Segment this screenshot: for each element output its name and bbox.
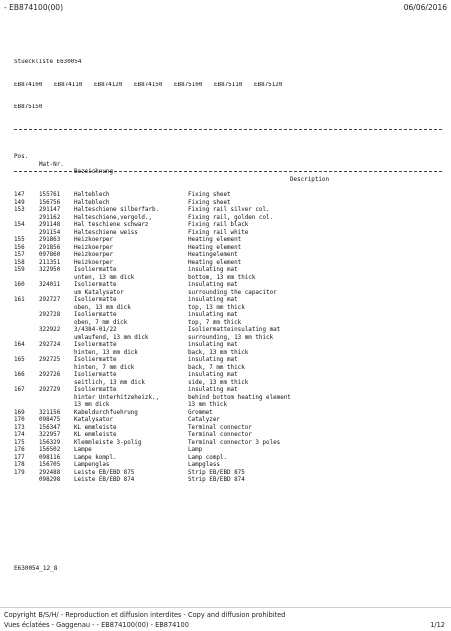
designation-cell: Heizkoerper bbox=[74, 252, 114, 258]
designation-cell: Halteschiene silberfarb. bbox=[74, 207, 160, 213]
description-cell: 13 mm thick bbox=[188, 402, 228, 408]
designation-cell: Isoliermatte bbox=[74, 372, 117, 378]
designation-cell: Lampe kompl. bbox=[74, 454, 117, 461]
table-row bbox=[14, 350, 444, 358]
model-code: EB874150 bbox=[134, 81, 163, 88]
designation-cell: Hal teschiene schwarz bbox=[74, 222, 149, 228]
material-number-cell: 291856 bbox=[39, 244, 61, 251]
table-row bbox=[14, 455, 444, 463]
designation-cell: Leiste EB/EBD 875 bbox=[74, 469, 135, 476]
material-number-cell: 291147 bbox=[39, 207, 61, 213]
table-row bbox=[14, 447, 444, 455]
description-cell: bottom, 13 mm thick bbox=[188, 274, 256, 281]
position-cell bbox=[14, 402, 39, 410]
position-cell bbox=[14, 290, 39, 298]
material-number-cell: 322950 bbox=[39, 267, 61, 273]
position-cell: 165 bbox=[14, 357, 25, 363]
description-cell: Lampglass bbox=[188, 462, 220, 468]
designation-cell: Leiste EB/EBD 874 bbox=[74, 477, 135, 483]
material-number-cell: 322922 bbox=[39, 327, 61, 333]
designation-cell: oben, 7 mm dick bbox=[74, 319, 128, 326]
material-number-cell: 292727 bbox=[39, 297, 61, 303]
designation-cell: Halteblech bbox=[74, 199, 110, 206]
description-cell: back, 7 mm thick bbox=[188, 364, 245, 371]
header-left: - EB874100(00) bbox=[4, 3, 64, 12]
description-cell: Fixing rail, golden col. bbox=[188, 214, 274, 221]
designation-cell: seitlich, 13 mm dick bbox=[74, 379, 145, 386]
table-row bbox=[14, 417, 444, 425]
position-cell: 155 bbox=[14, 237, 25, 243]
model-list bbox=[14, 82, 444, 90]
material-number-cell: 321156 bbox=[39, 409, 61, 416]
designation-cell: Katalysator bbox=[74, 417, 114, 423]
designation-cell: Isoliermatte bbox=[74, 297, 117, 303]
description-cell: Terminal connector bbox=[188, 432, 252, 438]
designation-cell: oben, 13 mm dick bbox=[74, 304, 131, 311]
table-row bbox=[14, 267, 444, 275]
description-cell: Fixing rail white bbox=[188, 229, 249, 236]
table-row bbox=[14, 312, 444, 320]
designation-cell: Heizkoerper bbox=[74, 244, 114, 251]
designation-cell: Isoliermatte bbox=[74, 387, 117, 393]
table-row bbox=[14, 387, 444, 395]
description-cell: Catalyzer bbox=[188, 417, 220, 423]
material-number-cell: 097860 bbox=[39, 252, 61, 258]
copyright-text: Copyright B/S/H/ - Reproduction et diffusion interdites - Copy and diffusion prohibited bbox=[4, 611, 286, 619]
description-cell: insulating mat bbox=[188, 282, 238, 288]
material-number-cell: 292724 bbox=[39, 342, 61, 348]
position-cell: 147 bbox=[14, 192, 25, 198]
parts-table bbox=[14, 192, 444, 485]
designation-cell: Isoliermatte bbox=[74, 312, 117, 318]
model-code: EB875100 bbox=[174, 81, 203, 88]
designation-cell: hinten, 13 mm dick bbox=[74, 349, 138, 356]
position-cell bbox=[14, 380, 39, 388]
column-header bbox=[14, 147, 444, 183]
breadcrumb: Vues éclatées - Gaggenau - - EB874100(00) - EB874100 bbox=[4, 621, 189, 629]
table-row bbox=[14, 440, 444, 448]
material-number-cell bbox=[39, 350, 74, 358]
col-bez: Bezeichnung bbox=[74, 169, 114, 175]
material-number-cell: 098298 bbox=[39, 477, 61, 483]
description-cell: Fixing sheet bbox=[188, 199, 231, 206]
designation-cell: hinter Unterhitzeheizk., bbox=[74, 394, 160, 401]
model-code: EB874110 bbox=[54, 81, 83, 88]
table-row bbox=[14, 305, 444, 313]
material-number-cell: 324011 bbox=[39, 282, 61, 288]
col-desc: Description bbox=[290, 176, 330, 183]
position-cell: 170 bbox=[14, 417, 25, 423]
description-cell: insulating mat bbox=[188, 387, 238, 393]
position-cell: 174 bbox=[14, 432, 25, 438]
description-cell: Lamp compl. bbox=[188, 454, 228, 461]
material-number-cell: 156705 bbox=[39, 462, 61, 468]
position-cell: 154 bbox=[14, 222, 25, 228]
position-cell bbox=[14, 275, 39, 283]
table-row bbox=[14, 290, 444, 298]
description-cell: insulating mat bbox=[188, 357, 238, 363]
description-cell: Strip EB/EBD 874 bbox=[188, 477, 245, 483]
model-code: EB875120 bbox=[254, 81, 283, 88]
position-cell: 161 bbox=[14, 297, 25, 303]
designation-cell: KL emmleiste bbox=[74, 432, 117, 438]
table-row bbox=[14, 365, 444, 373]
description-cell: top, 7 mm thick bbox=[188, 319, 242, 326]
designation-cell: Heizkoerper bbox=[74, 259, 114, 266]
material-number-cell: 292725 bbox=[39, 357, 61, 363]
drawing-code: E630054_12_8 bbox=[14, 565, 58, 572]
position-cell: 167 bbox=[14, 387, 25, 393]
position-cell: 173 bbox=[14, 424, 25, 431]
position-cell bbox=[14, 215, 39, 223]
table-row bbox=[14, 222, 444, 230]
description-cell: insulating mat bbox=[188, 372, 238, 378]
material-number-cell bbox=[39, 380, 74, 388]
material-number-cell: 098475 bbox=[39, 417, 61, 423]
table-row bbox=[14, 282, 444, 290]
description-cell: surrounding the capacitor bbox=[188, 289, 277, 296]
material-number-cell: 292726 bbox=[39, 372, 61, 378]
table-row bbox=[14, 342, 444, 350]
table-row bbox=[14, 462, 444, 470]
position-cell: 175 bbox=[14, 439, 25, 446]
position-cell bbox=[14, 477, 39, 485]
table-row bbox=[14, 357, 444, 365]
description-cell: insulating mat bbox=[188, 267, 238, 273]
designation-cell: Isoliermatte bbox=[74, 357, 117, 363]
table-row bbox=[14, 230, 444, 238]
table-row bbox=[14, 470, 444, 478]
description-cell: Terminal connector 3 poles bbox=[188, 439, 281, 446]
table-row bbox=[14, 320, 444, 328]
position-cell bbox=[14, 350, 39, 358]
model-code: EB874100 bbox=[14, 81, 43, 88]
position-cell bbox=[14, 305, 39, 313]
position-cell bbox=[14, 320, 39, 328]
position-cell: 153 bbox=[14, 207, 25, 213]
table-row bbox=[14, 200, 444, 208]
parts-list bbox=[14, 44, 444, 492]
table-row bbox=[14, 335, 444, 343]
table-row bbox=[14, 410, 444, 418]
material-number-cell bbox=[39, 365, 74, 373]
position-cell bbox=[14, 230, 39, 238]
description-cell: back, 13 mm thick bbox=[188, 349, 249, 356]
table-row bbox=[14, 260, 444, 268]
position-cell: 176 bbox=[14, 447, 25, 453]
designation-cell: um Katalysator bbox=[74, 289, 124, 296]
description-cell: insulating mat bbox=[188, 297, 238, 303]
material-number-cell: 156502 bbox=[39, 447, 61, 453]
material-number-cell bbox=[39, 305, 74, 313]
description-cell: insulating mat bbox=[188, 312, 238, 318]
position-cell: 159 bbox=[14, 267, 25, 273]
position-cell: 160 bbox=[14, 282, 25, 288]
material-number-cell bbox=[39, 402, 74, 410]
description-cell: Fixing sheet bbox=[188, 192, 231, 198]
description-cell: side, 13 mm thick bbox=[188, 379, 249, 386]
material-number-cell bbox=[39, 290, 74, 298]
col-mat: Mat-Nr. bbox=[39, 161, 64, 168]
description-cell: Strip EB/EBD 875 bbox=[188, 469, 245, 476]
description-cell: behind bottom heating element bbox=[188, 394, 291, 401]
model-code: EB874120 bbox=[94, 81, 123, 88]
header-date: 06/06/2016 bbox=[403, 3, 447, 12]
table-row bbox=[14, 237, 444, 245]
designation-cell: Lampe bbox=[74, 447, 92, 453]
material-number-cell: 322957 bbox=[39, 432, 61, 438]
designation-cell: Klemmleiste 3-polig bbox=[74, 439, 142, 446]
designation-cell: KL emmleiste bbox=[74, 424, 117, 431]
material-number-cell: 098116 bbox=[39, 454, 61, 461]
list-title: Stueckliste E630054 bbox=[14, 59, 82, 65]
table-row bbox=[14, 215, 444, 223]
table-row bbox=[14, 425, 444, 433]
designation-cell: unten, 13 mm dick bbox=[74, 274, 135, 281]
table-row bbox=[14, 477, 444, 485]
description-cell: Grommet bbox=[188, 409, 213, 416]
designation-cell: Isoliermatte bbox=[74, 267, 117, 273]
material-number-cell: 211351 bbox=[39, 259, 61, 266]
material-number-cell: 292728 bbox=[39, 312, 61, 318]
designation-cell: Kabeldurchfuehrung bbox=[74, 409, 138, 416]
designation-cell: Heizkoerper bbox=[74, 237, 114, 243]
description-cell: Heating element bbox=[188, 237, 242, 243]
table-row bbox=[14, 297, 444, 305]
position-cell: 177 bbox=[14, 454, 25, 461]
material-number-cell: 155761 bbox=[39, 192, 61, 198]
description-cell: top, 13 mm thick bbox=[188, 304, 245, 311]
description-cell: Fixing rail silver col. bbox=[188, 207, 270, 213]
designation-cell: Isoliermatte bbox=[74, 342, 117, 348]
position-cell bbox=[14, 395, 39, 403]
position-cell: 158 bbox=[14, 259, 25, 266]
designation-cell: hinten, 7 mm dick bbox=[74, 364, 135, 371]
description-cell: surrounding, 13 mm thick bbox=[188, 334, 274, 341]
material-number-cell: 291863 bbox=[39, 237, 61, 243]
footer-divider bbox=[0, 607, 451, 608]
table-row bbox=[14, 207, 444, 215]
designation-cell: 13 mm dick bbox=[74, 402, 110, 408]
table-row bbox=[14, 402, 444, 410]
material-number-cell bbox=[39, 275, 74, 283]
designation-cell: 3/4384-01/22 bbox=[74, 327, 117, 333]
material-number-cell: 156756 bbox=[39, 199, 61, 206]
table-row bbox=[14, 432, 444, 440]
designation-cell: Halteschiene,vergold., bbox=[74, 214, 153, 221]
position-cell: 157 bbox=[14, 252, 25, 258]
position-cell: 149 bbox=[14, 199, 25, 206]
position-cell: 164 bbox=[14, 342, 25, 348]
table-row bbox=[14, 372, 444, 380]
material-number-cell: 291162 bbox=[39, 214, 61, 221]
position-cell bbox=[14, 365, 39, 373]
table-row bbox=[14, 275, 444, 283]
description-cell: Heating element bbox=[188, 259, 242, 266]
position-cell: 156 bbox=[14, 244, 25, 251]
position-cell bbox=[14, 312, 39, 320]
description-cell: Fixing rail black bbox=[188, 222, 249, 228]
material-number-cell: 156329 bbox=[39, 439, 61, 446]
designation-cell: Halteblech bbox=[74, 192, 110, 198]
designation-cell: Lampenglas bbox=[74, 462, 110, 468]
model-code: EB875110 bbox=[214, 81, 243, 88]
designation-cell: umlaufend, 13 mm dick bbox=[74, 334, 149, 341]
description-cell: insulating mat bbox=[188, 342, 238, 348]
description-cell: Heatingelement bbox=[188, 252, 238, 258]
position-cell: 166 bbox=[14, 372, 25, 378]
description-cell: Terminal connector bbox=[188, 424, 252, 431]
material-number-cell bbox=[39, 320, 74, 328]
designation-cell: Halteschiene weiss bbox=[74, 229, 138, 236]
table-row bbox=[14, 327, 444, 335]
col-pos: Pos. bbox=[14, 154, 29, 160]
material-number-cell: 291148 bbox=[39, 222, 61, 228]
page-number: 1/12 bbox=[430, 621, 445, 629]
designation-cell: Isoliermatte bbox=[74, 282, 117, 288]
description-cell: Isoliermatteinsulating mat bbox=[188, 327, 281, 333]
table-row bbox=[14, 245, 444, 253]
material-number-cell bbox=[39, 395, 74, 403]
position-cell: 179 bbox=[14, 469, 25, 476]
position-cell bbox=[14, 335, 39, 343]
material-number-cell: 292729 bbox=[39, 387, 61, 393]
table-row bbox=[14, 395, 444, 403]
material-number-cell bbox=[39, 335, 74, 343]
table-row bbox=[14, 192, 444, 200]
material-number-cell: 292488 bbox=[39, 469, 61, 476]
description-cell: Lamp bbox=[188, 447, 203, 453]
divider bbox=[14, 129, 442, 130]
table-row bbox=[14, 252, 444, 260]
table-row bbox=[14, 380, 444, 388]
material-number-cell: 156347 bbox=[39, 424, 61, 431]
description-cell: Heating element bbox=[188, 244, 242, 251]
model-list-line2: EB875150 bbox=[14, 104, 43, 110]
material-number-cell: 291154 bbox=[39, 229, 61, 236]
position-cell: 178 bbox=[14, 462, 25, 468]
position-cell: 169 bbox=[14, 409, 25, 416]
position-cell bbox=[14, 327, 39, 335]
